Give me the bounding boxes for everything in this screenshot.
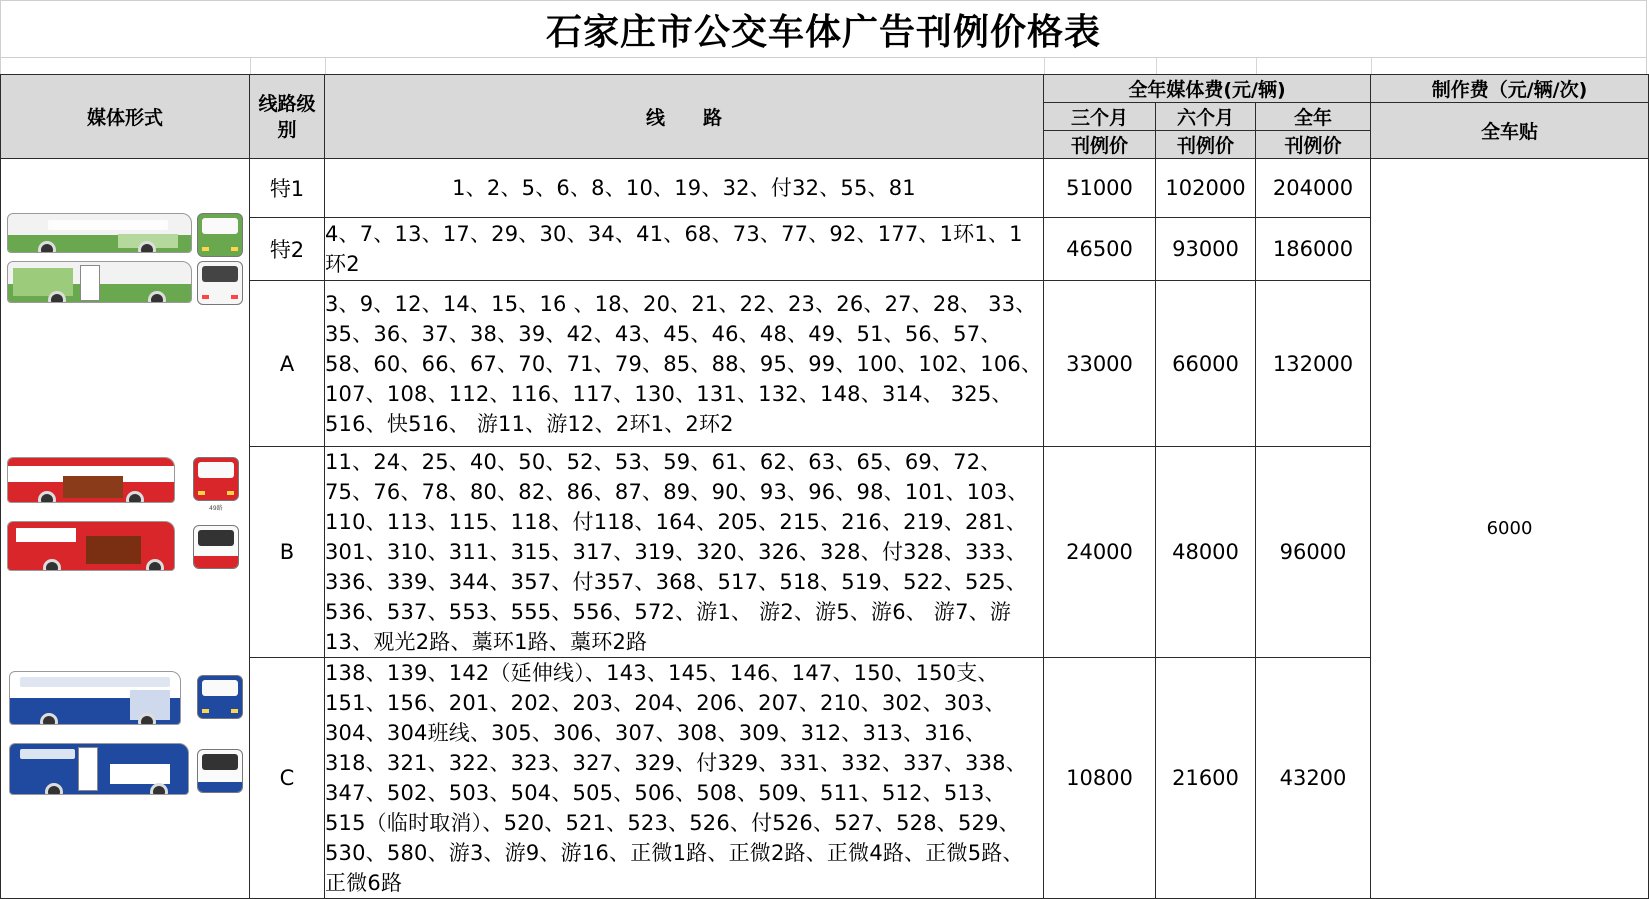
red-bus-ad-image (7, 455, 253, 575)
route-level-cell: A (250, 281, 325, 447)
header-routes: 线 路 (325, 75, 1044, 159)
header-rate-price-12m: 刊例价 (1256, 131, 1371, 159)
price-12m-cell: 186000 (1256, 218, 1371, 281)
bus-front (193, 457, 239, 501)
bus-side-left (7, 457, 175, 503)
price-12m-cell: 204000 (1256, 159, 1371, 218)
grid-line (250, 58, 251, 74)
header-media-form: 媒体形式 (1, 75, 250, 159)
bus-side-right (9, 743, 189, 795)
price-12m-cell: 96000 (1256, 447, 1371, 658)
grid-line (1371, 58, 1372, 74)
bus-rear (197, 749, 243, 793)
grid-line (1044, 58, 1045, 74)
price-6m-cell: 48000 (1156, 447, 1256, 658)
bus-rear (197, 261, 243, 305)
route-level-cell: C (250, 658, 325, 899)
routes-cell: 1、2、5、6、8、10、19、32、付32、55、81 (325, 159, 1044, 218)
header-full-wrap: 全车贴 (1371, 103, 1649, 159)
price-3m-cell: 33000 (1044, 281, 1156, 447)
price-3m-cell: 51000 (1044, 159, 1156, 218)
route-level-cell: 特2 (250, 218, 325, 281)
media-form-images (1, 159, 250, 899)
price-6m-cell: 21600 (1156, 658, 1256, 899)
price-6m-cell: 66000 (1156, 281, 1256, 447)
price-table (0, 74, 1649, 899)
routes-cell: 3、9、12、14、15、16 、18、20、21、22、23、26、27、28、 33、35、36、37、38、39、42、43、45、46、48、49、51、56、57、58、60、66、67、70、71、79、85、88、95、99、100、102、106、107、108、112、116、117、130、131、132、148、314、 325、516、快516、 游11、游12、2环1、2环2 (325, 281, 1044, 447)
bus-front (197, 675, 243, 719)
header-three-months: 三个月 (1044, 103, 1156, 131)
header-full-year: 全年 (1256, 103, 1371, 131)
page-title: 石家庄市公交车体广告刊例价格表 (545, 11, 1101, 53)
bus-front (197, 213, 243, 257)
bus-side-left (7, 213, 192, 253)
bus-side-left (9, 671, 181, 725)
green-bus-ad-image (7, 213, 253, 313)
route-level-cell: 特1 (250, 159, 325, 218)
bus-side-right (7, 521, 175, 571)
title-row (0, 0, 1647, 58)
header-annual-media-fee: 全年媒体费(元/辆) (1044, 75, 1371, 103)
spacer-row (0, 58, 1647, 74)
routes-cell: 4、7、13、17、29、30、34、41、68、73、77、92、177、1环1、1环2 (325, 218, 1044, 281)
header-route-level: 线路级别 (250, 75, 325, 159)
price-6m-cell: 93000 (1156, 218, 1256, 281)
routes-cell: 138、139、142（延伸线）、143、145、146、147、150、150支、151、156、201、202、203、204、206、207、210、302、303、304、304班线、305、306、307、308、309、312、313、316、318、321、322、323、327、329、付329、331、332、337、338、347、502、503、504、505、506、508、509、511、512、513、515（临时取消）、520、521、523、526、付526、527、528、529、530、580、游3、游9、游16、正微1路、正微2路、正微4路、正微5路、正微6路 (325, 658, 1044, 899)
production-fee-cell: 6000 (1371, 159, 1649, 899)
routes-cell: 11、24、25、40、50、52、53、59、61、62、63、65、69、72、 75、76、78、80、82、86、87、89、90、93、96、98、101、103、110、113、115、118、付118、164、205、215、216、219、281、301、310、311、315、317、319、320、326、328、付328、333、336、339、344、357、付357、368、517、518、519、522、525、536、537、553、555、556、572、游1、 游2、游5、游6、 游7、游13、观光2路、藁环1路、藁环2路 (325, 447, 1044, 658)
price-12m-cell: 43200 (1256, 658, 1371, 899)
grid-line (1256, 58, 1257, 74)
price-3m-cell: 46500 (1044, 218, 1156, 281)
price-6m-cell: 102000 (1156, 159, 1256, 218)
header-rate-price-6m: 刊例价 (1156, 131, 1256, 159)
table-row (1, 159, 1649, 218)
blue-bus-ad-image (7, 671, 253, 801)
bus-rear (193, 525, 239, 569)
bus-side-right (7, 261, 192, 303)
grid-line (325, 58, 326, 74)
header-rate-price-3m: 刊例价 (1044, 131, 1156, 159)
route-level-cell: B (250, 447, 325, 658)
price-12m-cell: 132000 (1256, 281, 1371, 447)
header-six-months: 六个月 (1156, 103, 1256, 131)
bus-route-label: 49路 (209, 505, 223, 512)
price-3m-cell: 24000 (1044, 447, 1156, 658)
grid-line (1156, 58, 1157, 74)
price-3m-cell: 10800 (1044, 658, 1156, 899)
header-production-fee: 制作费（元/辆/次) (1371, 75, 1649, 103)
